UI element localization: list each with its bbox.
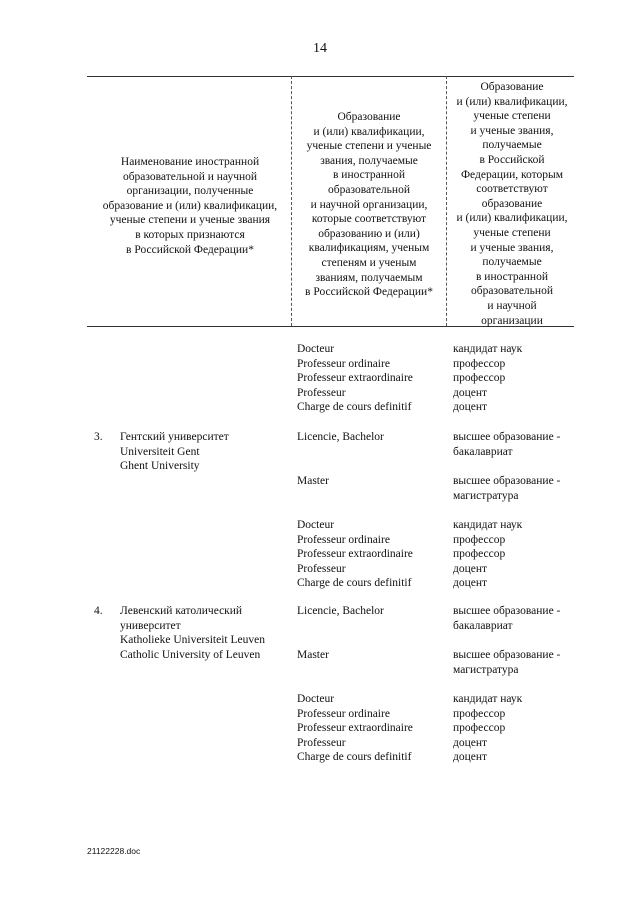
page-number: 14: [313, 41, 327, 56]
foreign-degree: Charge de cours definitif: [297, 577, 412, 590]
russian-degree: профессор: [453, 548, 506, 561]
foreign-degree: Docteur: [297, 693, 335, 705]
organization-number: 4.: [94, 605, 103, 617]
organization-name-line: Catholic University of Leuven: [120, 648, 261, 661]
russian-degree: доцент: [453, 562, 488, 575]
foreign-degree: Charge de cours definitif: [297, 401, 412, 414]
russian-degree: высшее образование -: [453, 605, 561, 617]
header-organization: Наименование иностранной образовательной и научной организации, полученные образование и (или) квалификации, ученые степени и ученые звания в которых признаются в Российской Федерации*: [102, 156, 278, 256]
organization-name-line: Ghent University: [120, 460, 200, 473]
russian-degree: кандидат наук: [453, 519, 523, 531]
foreign-degree: Professeur: [297, 736, 346, 749]
russian-degree: высшее образование -: [453, 649, 561, 661]
russian-degree: высшее образование -: [453, 475, 561, 487]
russian-degree: магистратура: [453, 663, 519, 676]
foreign-degree: Professeur: [297, 386, 346, 399]
foreign-degree: Master: [297, 649, 329, 661]
russian-degree: профессор: [453, 707, 506, 720]
russian-degree: магистратура: [453, 489, 519, 502]
russian-degree: доцент: [453, 386, 488, 399]
russian-degree: кандидат наук: [453, 343, 523, 355]
russian-degree: доцент: [453, 751, 488, 764]
foreign-degree: Docteur: [297, 519, 335, 531]
organization-name-line: Левенский католический: [120, 605, 243, 617]
header-foreign-qualification: Образование и (или) квалификации, ученые степени и ученые звания, получаемые в иностранной образовательной и научной организации, которые соответствуют образованию и (или) квалификациям, ученым степеням и ученым званиям, получаемым в Российской Федерации*: [305, 111, 433, 299]
foreign-degree: Professeur extraordinaire: [297, 372, 413, 385]
russian-degree: доцент: [453, 401, 488, 414]
foreign-degree: Professeur ordinaire: [297, 357, 390, 370]
organization-number: 3.: [94, 431, 103, 443]
russian-degree: бакалавриат: [453, 619, 513, 632]
foreign-degree: Docteur: [297, 343, 335, 355]
russian-degree: профессор: [453, 533, 506, 546]
organization-name-line: Katholieke Universiteit Leuven: [120, 634, 265, 647]
header-top-rule: [87, 76, 574, 77]
foreign-degree: Professeur extraordinaire: [297, 548, 413, 561]
foreign-degree: Master: [297, 475, 329, 487]
column-divider-2: [446, 76, 447, 326]
foreign-degree: Charge de cours definitif: [297, 751, 412, 764]
organization-name-line: Гентский университет: [120, 431, 229, 443]
header-russian-qualification: Образование и (или) квалификации, ученые степени и ученые звания, получаемые в Российской Федерации, которым соответствуют образование и (или) квалификации, ученые степени и ученые звания, получаемые в иностранной образовательной и научной организации: [456, 81, 568, 327]
foreign-degree: Professeur: [297, 562, 346, 575]
foreign-degree: Professeur extraordinaire: [297, 722, 413, 735]
russian-degree: кандидат наук: [453, 693, 523, 705]
foreign-degree: Licencie, Bachelor: [297, 605, 384, 617]
russian-degree: профессор: [453, 722, 506, 735]
foreign-degree: Professeur ordinaire: [297, 707, 390, 720]
organization-name-line: Universiteit Gent: [120, 445, 200, 458]
russian-degree: доцент: [453, 736, 488, 749]
russian-degree: профессор: [453, 372, 506, 385]
russian-degree: бакалавриат: [453, 445, 513, 458]
russian-degree: профессор: [453, 357, 506, 370]
foreign-degree: Licencie, Bachelor: [297, 431, 384, 443]
russian-degree: высшее образование -: [453, 431, 561, 443]
foreign-degree: Professeur ordinaire: [297, 533, 390, 546]
column-divider-1: [291, 76, 292, 326]
organization-name-line: университет: [120, 619, 181, 632]
document-footer: 21122228.doc: [87, 846, 141, 856]
russian-degree: доцент: [453, 577, 488, 590]
